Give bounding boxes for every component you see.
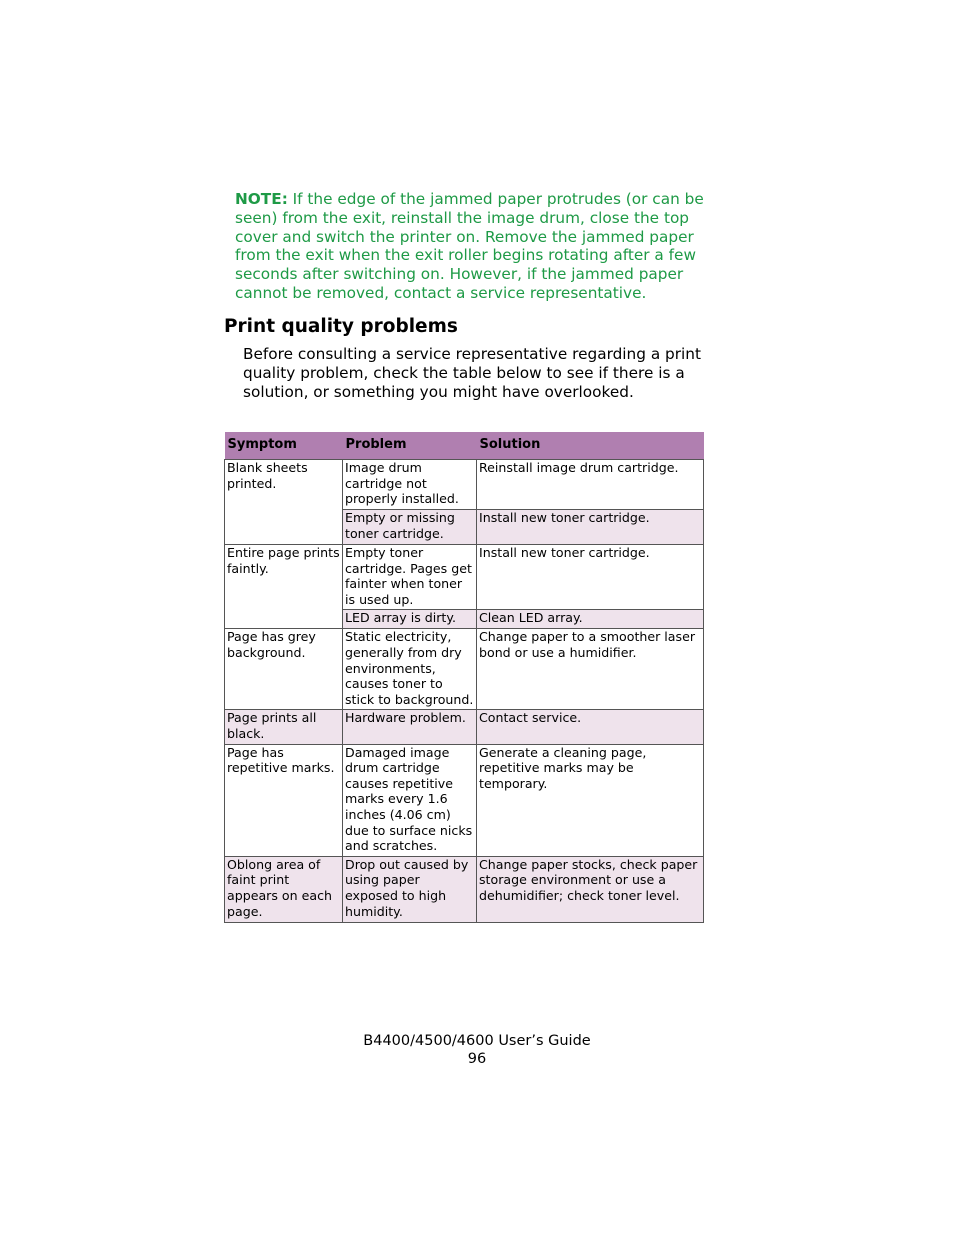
intro-paragraph: Before consulting a service representative regarding a print quality problem, check the table below to see if there is a solution, or something you might have overlooked. xyxy=(243,345,701,401)
problem-cell: Hardware problem. xyxy=(343,710,477,744)
symptom-cell: Page has repetitive marks. xyxy=(225,744,343,856)
header-solution: Solution xyxy=(477,432,704,460)
table-row xyxy=(225,460,704,510)
guide-title: B4400/4500/4600 User’s Guide xyxy=(363,1033,591,1049)
problem-cell: Image drum cartridge not properly installed. xyxy=(343,460,477,510)
solution-cell: Change paper to a smoother laser bond or use a humidifier. xyxy=(477,629,704,710)
solution-cell: Reinstall image drum cartridge. xyxy=(477,460,704,510)
header-symptom: Symptom xyxy=(225,432,343,460)
table-header-row xyxy=(225,432,704,460)
solution-cell: Install new toner cartridge. xyxy=(477,545,704,610)
symptom-cell: Page has grey background. xyxy=(225,629,343,710)
solution-cell: Contact service. xyxy=(477,710,704,744)
solution-cell: Clean LED array. xyxy=(477,610,704,629)
note-label: NOTE: xyxy=(235,190,288,208)
table-row xyxy=(225,710,704,744)
problem-cell: LED array is dirty. xyxy=(343,610,477,629)
symptom-cell: Oblong area of faint print appears on each page. xyxy=(225,856,343,922)
table-row xyxy=(225,629,704,710)
note-paragraph xyxy=(235,190,725,303)
symptom-cell: Page prints all black. xyxy=(225,710,343,744)
solution-cell: Generate a cleaning page, repetitive marks may be temporary. xyxy=(477,744,704,856)
print-quality-table xyxy=(224,432,704,923)
problem-cell: Static electricity, generally from dry environments, causes toner to stick to background. xyxy=(343,629,477,710)
solution-cell: Change paper stocks, check paper storage environment or use a dehumidifier; check toner level. xyxy=(477,856,704,922)
problem-cell: Damaged image drum cartridge causes repetitive marks every 1.6 inches (4.06 cm) due to surface nicks and scratches. xyxy=(343,744,477,856)
page-number: 96 xyxy=(467,1050,487,1067)
problem-cell: Drop out caused by using paper exposed to high humidity. xyxy=(343,856,477,922)
table-row xyxy=(225,545,704,610)
note-text: If the edge of the jammed paper protrudes (or can be seen) from the exit, reinstall the image drum, close the top cover and switch the printer on. Remove the jammed paper from the exit when the exit roller begins rotating after a few seconds after switching on. However, if the jammed paper cannot be removed, contact a service representative. xyxy=(235,190,704,302)
symptom-cell: Entire page prints faintly. xyxy=(225,545,343,629)
header-problem: Problem xyxy=(343,432,477,460)
table-row xyxy=(225,856,704,922)
table-row xyxy=(225,744,704,856)
problem-cell: Empty toner cartridge. Pages get fainter when toner is used up. xyxy=(343,545,477,610)
problem-cell: Empty or missing toner cartridge. xyxy=(343,510,477,545)
solution-cell: Install new toner cartridge. xyxy=(477,510,704,545)
page-footer xyxy=(0,1033,954,1068)
section-heading: Print quality problems xyxy=(224,316,458,337)
symptom-cell: Blank sheets printed. xyxy=(225,460,343,545)
